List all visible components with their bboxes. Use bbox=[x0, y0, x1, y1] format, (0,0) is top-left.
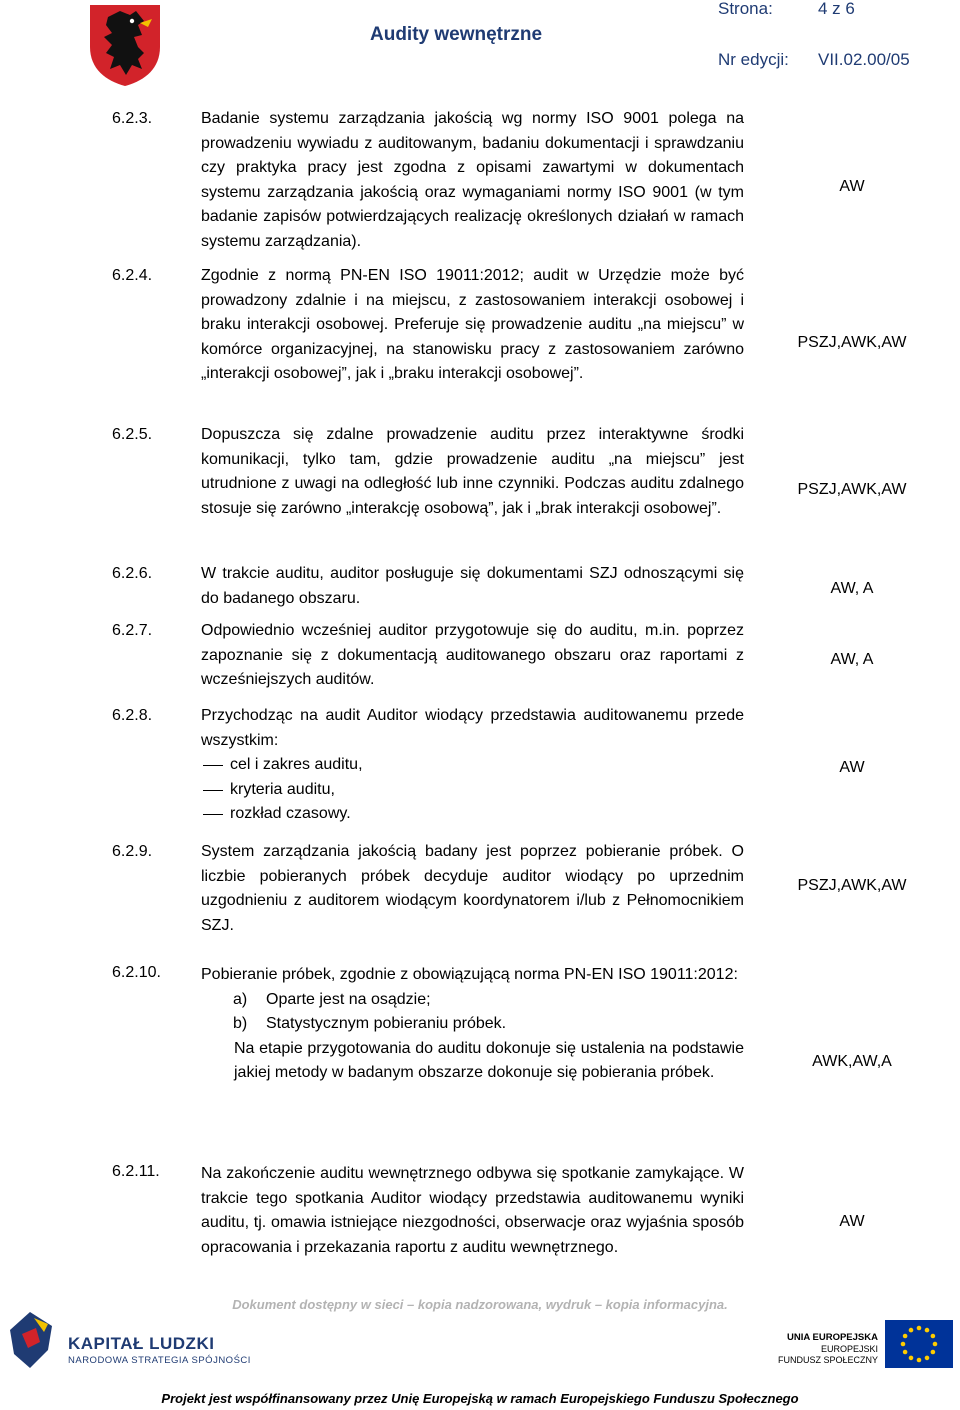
section-6-2-5 bbox=[112, 423, 932, 551]
section-text: Na zakończenie auditu wewnętrznego odbywa się spotkanie zamykające. W trakcie tego spotkania Auditor wiodący przedstawia auditowanemu wyniki auditu, tj. omawia istniejące niezgodności, obserwacje oraz wyjaśnia sposób opracowania i przekazania raportu z auditu wewnętrznego. bbox=[201, 1165, 744, 1256]
page-label: Strona: bbox=[718, 0, 773, 18]
list-item: cel i zakres auditu, bbox=[201, 753, 744, 778]
page-header bbox=[0, 0, 960, 100]
section-text: System zarządzania jakością badany jest poprzez pobieranie próbek. O liczbie pobieranych próbek decyduje auditor wiodący po uprzednim uzgodnieniu z auditorem wiodącym koordynatorem i/lub z Pełnomocnikiem SZJ. bbox=[201, 843, 744, 934]
edition-label: Nr edycji: bbox=[718, 50, 789, 69]
section-text: Odpowiednio wcześniej auditor przygotowuje się do auditu, m.in. poprzez zapoznanie się z dokumentacją auditowanego obszaru oraz raportami z wcześniejszych auditów. bbox=[201, 622, 744, 688]
document-status-note: Dokument dostępny w sieci – kopia nadzorowana, wydruk – kopia informacyjna. bbox=[232, 1297, 728, 1312]
page-number bbox=[718, 0, 855, 19]
list-marker: b) bbox=[233, 1015, 248, 1032]
responsible-roles: AW bbox=[839, 1213, 865, 1230]
section-number: 6.2.7. bbox=[112, 622, 153, 639]
section-6-2-10 bbox=[112, 963, 932, 1143]
responsible-roles: AW bbox=[839, 759, 865, 776]
section-number: 6.2.5. bbox=[112, 426, 153, 443]
section-number: 6.2.11. bbox=[112, 1163, 160, 1180]
eu-flag-icon bbox=[885, 1320, 953, 1368]
section-text: Pobieranie próbek, zgodnie z obowiązującą norma PN-EN ISO 19011:2012: bbox=[201, 966, 738, 983]
responsible-roles: AWK,AW,A bbox=[812, 1053, 892, 1070]
responsible-roles: AW, A bbox=[830, 580, 874, 597]
section-number: 6.2.3. bbox=[112, 110, 153, 127]
responsible-roles: AW bbox=[839, 178, 865, 195]
document-title: Audity wewnętrzne bbox=[370, 24, 543, 45]
edition-number bbox=[718, 50, 910, 70]
edition-value: VII.02.00/05 bbox=[818, 50, 910, 69]
eu-label: UNIA EUROPEJSKA bbox=[787, 1332, 878, 1343]
section-6-2-3 bbox=[112, 107, 932, 257]
section-number: 6.2.6. bbox=[112, 565, 153, 582]
section-text: W trakcie auditu, auditor posługuje się dokumentami SZJ odnoszącymi się do badanego obszaru. bbox=[201, 565, 744, 607]
responsible-roles: PSZJ,AWK,AW bbox=[797, 334, 907, 351]
list-item: rozkład czasowy. bbox=[201, 802, 744, 827]
kapital-ludzki-subtitle: NARODOWA STRATEGIA SPÓJNOŚCI bbox=[68, 1355, 251, 1366]
section-6-2-9 bbox=[112, 840, 932, 940]
kapital-ludzki-title: KAPITAŁ LUDZKI bbox=[68, 1334, 215, 1353]
section-6-2-11 bbox=[112, 1162, 932, 1287]
eu-fund-line: EUROPEJSKI bbox=[820, 1343, 878, 1354]
eu-fund-line: FUNDUSZ SPOŁECZNY bbox=[777, 1355, 878, 1365]
section-body bbox=[201, 963, 744, 1086]
section-note: Na etapie przygotowania do auditu dokonuje się ustalenia na podstawie jakiej metody w badanym obszarze dokonuje się pobierania próbek. bbox=[234, 1039, 744, 1081]
coat-of-arms-logo bbox=[86, 3, 164, 87]
section-number: 6.2.4. bbox=[112, 267, 153, 284]
section-text: Przychodząc na audit Auditor wiodący przedstawia auditowanemu przede wszystkim: bbox=[201, 707, 744, 749]
section-number: 6.2.10. bbox=[112, 964, 161, 981]
page-value: 4 z 6 bbox=[818, 0, 855, 18]
list-item-text: Statystycznym pobieraniu próbek. bbox=[266, 1015, 507, 1032]
list-item: kryteria auditu, bbox=[201, 778, 744, 803]
project-cofinancing-note: Projekt jest współfinansowany przez Unię Europejską w ramach Europejskiego Funduszu Społecznego bbox=[161, 1391, 799, 1406]
eu-fund-text bbox=[722, 1332, 878, 1367]
section-6-2-7 bbox=[112, 619, 932, 697]
list-marker: a) bbox=[233, 990, 248, 1008]
section-number: 6.2.9. bbox=[112, 843, 153, 860]
responsible-roles: PSZJ,AWK,AW bbox=[797, 481, 907, 498]
list-item bbox=[233, 1012, 744, 1037]
responsible-roles: PSZJ,AWK,AW bbox=[797, 877, 907, 894]
section-6-2-4 bbox=[112, 264, 932, 416]
lettered-list bbox=[201, 988, 744, 1037]
list-item-text: Oparte jest na osądzie; bbox=[266, 990, 431, 1008]
section-6-2-8 bbox=[112, 704, 932, 834]
section-6-2-6 bbox=[112, 562, 932, 617]
responsible-roles: AW, A bbox=[830, 651, 874, 668]
section-body bbox=[201, 704, 744, 827]
dash-list bbox=[201, 753, 744, 827]
list-item bbox=[233, 988, 744, 1013]
section-text: Badanie systemu zarządzania jakością wg normy ISO 9001 polega na prowadzeniu wywiadu z auditowanym, badaniu dokumentacji i sprawdzaniu czy praktyka pracy jest zgodna z opisami zawartymi w dokumentach systemu zarządzania jakością oraz wymaganiami normy ISO 9001 (w tym badanie zapisów potwierdzających realizację określonych działań w ramach systemu zarządzania). bbox=[201, 110, 744, 250]
section-number: 6.2.8. bbox=[112, 707, 153, 724]
section-text: Zgodnie z normą PN-EN ISO 19011:2012; audit w Urzędzie może być prowadzony zdalnie i na miejscu, z zastosowaniem interakcji osobowej i braku interakcji osobowej. Preferuje się prowadzenie auditu „na miejscu” w komórce organizacyjnej, na stanowisku pracy z zastosowaniem zarówno „interakcji osobowej”, jak i „braku interakcji osobowej”. bbox=[201, 267, 744, 382]
section-text: Dopuszcza się zdalne prowadzenie auditu przez interaktywne środki komunikacji, tylko tam, gdzie prowadzenie auditu „na miejscu” jest utrudnione z uwagi na odległość lub inne czynniki. Podczas auditu zdalnego stosuje się zarówno „interakcję osobową”, jak i „brak interakcji osobowej”. bbox=[201, 426, 744, 517]
